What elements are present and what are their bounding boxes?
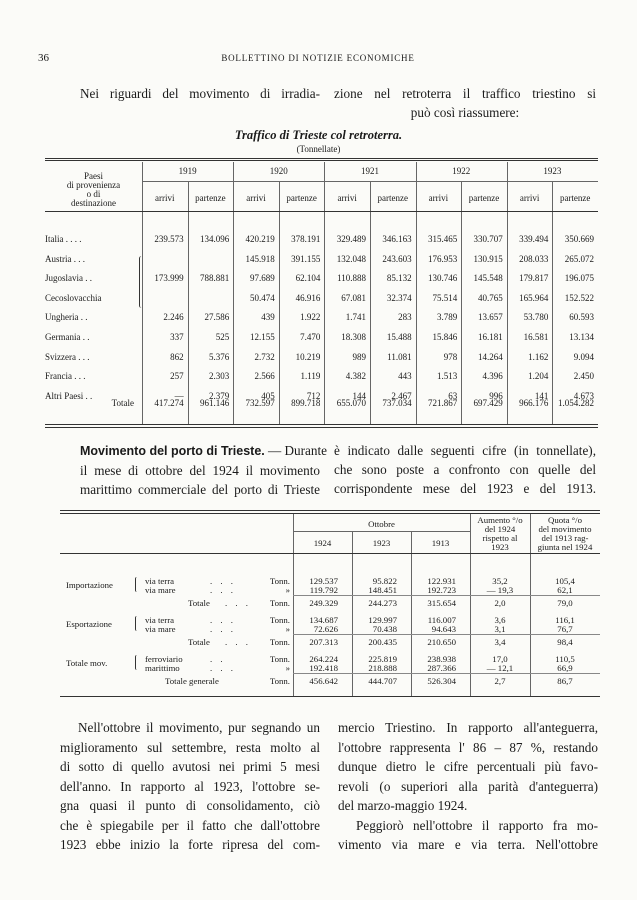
- table1-cell: 525: [215, 332, 230, 342]
- table1-cell: 420.219: [245, 234, 275, 244]
- table1-vrule: [552, 182, 553, 424]
- table1-cell: 179.817: [519, 273, 549, 284]
- table1-subheader: partenze: [195, 193, 226, 203]
- table1-total-cell: 655.070: [336, 398, 366, 408]
- section2-left-line: [80, 461, 320, 480]
- section2-left-text: il mese di ottobre del 1924 il movimento: [80, 463, 320, 478]
- table2-cell: 70.438: [372, 623, 397, 634]
- table1-cell: 2.450: [573, 371, 594, 382]
- table2-top-rule: [60, 510, 600, 511]
- table2-total-cell: 98,4: [557, 637, 573, 647]
- table1-cell: 67.081: [341, 292, 366, 303]
- table2-header-ottobre: Ottobre: [368, 519, 395, 529]
- table1-vrule: [461, 182, 462, 424]
- running-title: BOLLETTINO DI NOTIZIE ECONOMICHE: [221, 53, 415, 63]
- table1-year-rule: [142, 181, 598, 182]
- table1-cell: 7.470: [300, 332, 321, 342]
- table2-unit: Tonn.: [269, 615, 290, 625]
- table2-sub-label: via mare: [145, 623, 176, 634]
- table2-aumento-header: rispetto al: [482, 533, 518, 543]
- table1-total-cell: 966.176: [519, 398, 549, 408]
- table1-total-cell: 732.597: [245, 398, 275, 408]
- table2-unit: Tonn.: [269, 637, 290, 647]
- table2-group-label: Esportazione: [66, 619, 112, 629]
- table1-year-header: 1921: [360, 166, 379, 176]
- table2-cell: 17,0: [492, 654, 508, 664]
- table2-cell: 3,6: [494, 615, 506, 625]
- table1-cell: 1.513: [436, 371, 458, 382]
- table1-subheader: partenze: [468, 193, 500, 203]
- table1-cell: 5.376: [208, 351, 230, 362]
- table1-cell: 443: [398, 371, 412, 382]
- table1-cell: 283: [398, 312, 412, 323]
- table1-row-label: Ungheria . .: [45, 312, 88, 323]
- table1-cell: 132.048: [336, 253, 366, 264]
- table1-subheader: arrivi: [519, 193, 540, 203]
- table1-cell: 18.308: [341, 332, 366, 342]
- table1-cell: 134.096: [199, 234, 230, 244]
- closing-right: [338, 718, 598, 855]
- table1-cell: 208.033: [519, 253, 549, 264]
- table2-cell: 129.537: [309, 576, 338, 586]
- closing-right-line: Peggiorò nell'ottobre il rapporto fra mo-: [356, 817, 598, 833]
- table1-subheader: partenze: [559, 193, 591, 203]
- table2-dots: . . .: [225, 598, 251, 608]
- closing-left-line: che è spiegabile per il fatto che dall'ottobre: [60, 817, 320, 833]
- table1-cell: 329.489: [336, 234, 366, 244]
- closing-right-line: vimento via mare e via terra. Nell'ottobre: [338, 837, 598, 852]
- table1: [45, 162, 598, 430]
- table2-cell: 110,5: [555, 654, 575, 664]
- table1-cell: 10.219: [295, 351, 321, 362]
- table2-header-rule: [293, 531, 470, 532]
- table2-cell: 119.792: [309, 584, 338, 595]
- closing-left-line: Nell'ottobre il movimento, pur segnando un: [78, 720, 320, 735]
- table1-cell: 145.548: [473, 273, 503, 284]
- table2-total-cell: 526.304: [427, 676, 456, 686]
- table2-cell: 62,1: [557, 584, 573, 595]
- table1-top-rule: [45, 158, 598, 160]
- table1-row-label: Germania . .: [45, 332, 90, 342]
- table1-total-cell: 721.867: [427, 398, 458, 408]
- table1-total-cell: 417.274: [154, 398, 184, 408]
- table1-subheader: arrivi: [155, 193, 175, 203]
- table1-cell: 16.181: [478, 332, 503, 342]
- table1-cell: 439: [261, 312, 275, 323]
- table2-quota-header: Quota °/o: [547, 515, 583, 525]
- table1-cell: 996: [489, 390, 503, 401]
- intro-right-line1: zione nel retroterra il traffico triestino si: [334, 86, 596, 101]
- table1-row-label: Svizzera . . .: [45, 351, 90, 362]
- closing-right-line: mercio Triestino. In rapporto all'anteguerra,: [338, 720, 598, 735]
- table1-vrule: [370, 182, 371, 424]
- table2-sub-label: via mare: [145, 584, 176, 595]
- table2-cell: 95.822: [372, 576, 397, 586]
- table2-unit: »: [285, 623, 290, 634]
- table1-cell: 4.673: [573, 390, 594, 401]
- closing-left-line: di sotto di quello avutosi nei primi 5 mesi: [60, 759, 320, 774]
- table2-unit: Tonn.: [269, 576, 290, 586]
- table2-sub-label: marittimo: [145, 662, 180, 673]
- table2-cell: 129.997: [368, 615, 397, 625]
- table1-cell: 196.075: [564, 273, 594, 284]
- table1-cell: 243.603: [382, 253, 412, 264]
- table1-cell: 1.922: [300, 312, 321, 323]
- table1-cell: 11.081: [387, 351, 412, 362]
- table1-cell: 330.707: [473, 234, 503, 244]
- table1-row-label: Austria . . .: [45, 253, 85, 264]
- table2-total-cell: 200.435: [368, 637, 397, 647]
- table1-total-cell: 961.146: [199, 398, 230, 408]
- table1-total-cell: 1.054.282: [557, 398, 594, 408]
- table2-cell: — 19,3: [486, 584, 514, 595]
- table1-cell: 32.374: [386, 292, 412, 303]
- table2-total-cell: 210.650: [427, 637, 456, 647]
- table2-aumento-header: del 1924: [484, 524, 516, 534]
- page-header: [38, 52, 600, 66]
- table1-bottom-rule: [45, 427, 598, 428]
- table2-cell: 66,9: [557, 662, 573, 673]
- table2-cell: 148.451: [368, 584, 397, 595]
- table1-cell: 141: [534, 390, 549, 401]
- table2-dots: . . .: [225, 637, 251, 647]
- table1-cell: 13.134: [569, 332, 594, 342]
- table2-total-cell: 3,4: [494, 637, 506, 647]
- table1-cell: 788.881: [199, 273, 230, 284]
- table1-cell: 339.494: [519, 234, 549, 244]
- table2-brace: [135, 577, 139, 592]
- table2-cell: 238.938: [427, 654, 456, 664]
- table2-unit: »: [285, 662, 290, 673]
- section2-left-text: — Durante: [264, 443, 328, 458]
- table2-group-label: Importazione: [66, 580, 113, 590]
- table1-cell: 130.746: [427, 273, 458, 284]
- table1-cell: 173.999: [154, 273, 184, 284]
- table1-cell: 85.132: [386, 273, 412, 284]
- table1-cell: 2.467: [391, 390, 412, 401]
- table2-dots: . . .: [210, 576, 236, 586]
- section2-heading: Movimento del porto di Trieste.: [80, 444, 265, 458]
- closing-right-line: dunque dietro le cifre percentuali più favo-: [338, 759, 598, 774]
- table2-total-label: Totale: [188, 598, 210, 608]
- closing-left-line: miglioramento sul settembre, resta molto al: [60, 739, 320, 755]
- table1-year-header: 1920: [269, 166, 288, 176]
- closing-left-line: 1923 ebbe inizio la forte ripresa del com-: [60, 837, 320, 852]
- table2-total-cell: 315.654: [427, 598, 456, 608]
- table1-cell: 4.396: [482, 371, 503, 382]
- table1-row-label: Cecoslovacchia: [45, 292, 102, 303]
- table2-cell: 122.931: [427, 576, 456, 586]
- intro-right-line2: può così riassumere:: [410, 105, 520, 120]
- table2-header-bottom: [60, 553, 600, 554]
- table2-row-rule: [293, 595, 600, 596]
- table2-cell: 116.007: [427, 615, 456, 625]
- table2-total-label: Totale generale: [165, 676, 219, 686]
- table1-stub-header-line: destinazione: [71, 198, 116, 208]
- table1-cell: 337: [170, 332, 184, 342]
- table1-cell: 862: [170, 351, 184, 362]
- table1-row-label: Jugoslavia . .: [45, 273, 92, 284]
- table1-stub-header-line: o di: [86, 189, 101, 199]
- table1-total-label: Totale: [111, 398, 134, 408]
- table1-cell: 13.657: [478, 312, 503, 323]
- table1-year-header: 1919: [178, 166, 197, 176]
- section2-left-line: [80, 441, 328, 461]
- table2-cell: 134.687: [309, 615, 338, 625]
- table1-cell: 50.474: [250, 292, 275, 303]
- section2-right-line: corrispondente mese del 1923 e del 1913.: [334, 481, 596, 496]
- table2-year-header: 1924: [313, 538, 332, 548]
- table2-cell: — 12,1: [486, 662, 514, 673]
- table1-cell: 60.593: [569, 312, 594, 323]
- table1-cell: 27.586: [204, 312, 230, 323]
- table1-cell: 63: [448, 390, 458, 401]
- table1-cell: 165.964: [519, 292, 549, 303]
- table1-cell: 14.264: [478, 351, 503, 362]
- table1-cell: 176.953: [427, 253, 458, 264]
- table2-cell: 72.626: [313, 623, 338, 634]
- table2-total-cell: 79,0: [557, 598, 573, 608]
- table1-cell: 40.765: [478, 292, 503, 303]
- table1-cell: 9.094: [573, 351, 594, 362]
- intro-left: Nei riguardi del movimento di irradia-: [80, 86, 320, 101]
- table1-cell: 53.780: [523, 312, 549, 323]
- table2-total-cell: 244.273: [368, 598, 397, 608]
- table1-row-label: Italia . . . .: [45, 234, 82, 244]
- section2-right-line: è indicato dalle seguenti cifre (in tonnellate),: [334, 443, 596, 458]
- table1-cell: 12.155: [250, 332, 275, 342]
- table1-cell: 2.379: [208, 390, 230, 401]
- section2-right: [334, 441, 596, 498]
- table1-total-cell: 737.034: [382, 398, 412, 408]
- table2-aumento-header: Aumento °/o: [477, 515, 523, 525]
- closing-right-line: del marzo-maggio 1924.: [338, 798, 468, 813]
- table2-cell: 105,4: [555, 576, 575, 586]
- table2-year-header: 1923: [372, 538, 391, 548]
- table2-sub-label: via terra: [145, 615, 175, 625]
- table1-unit: (Tonnellate): [296, 144, 341, 154]
- table1-cell: 346.163: [382, 234, 412, 244]
- table1-cell: 62.104: [295, 273, 321, 284]
- table1-cell: 978: [443, 351, 458, 362]
- table1-cell: 130.915: [473, 253, 503, 264]
- table1-year-header: 1922: [452, 166, 471, 176]
- table2-unit: Tonn.: [269, 654, 290, 664]
- table2-top-rule: [60, 513, 600, 514]
- table2-sub-label: via terra: [145, 576, 175, 586]
- table2-bottom-rule: [60, 696, 600, 697]
- table1-title: Traffico di Trieste col retroterra.: [234, 128, 403, 142]
- table1-total-cell: 697.429: [473, 398, 503, 408]
- table1-cell: 405: [261, 390, 275, 401]
- table1-cell: 16.581: [523, 332, 549, 342]
- table1-vrule: [188, 182, 189, 424]
- table1-total-cell: 899.718: [291, 398, 321, 408]
- table2-cell: 116,1: [555, 615, 575, 625]
- closing-right-line: l'ottobre rappresenta l' 86 – 87 %, restando: [338, 739, 598, 755]
- table2-sub-label: ferroviario: [145, 654, 183, 664]
- table2-dots: . . .: [210, 615, 236, 625]
- table1-cell: 97.689: [250, 273, 275, 284]
- closing-left: [60, 718, 320, 855]
- table1-cell: 378.191: [291, 234, 321, 244]
- table2-unit: Tonn.: [269, 676, 290, 686]
- table1-stub-header-line: Paesi: [84, 171, 103, 181]
- table2-cell: 218.888: [368, 662, 397, 673]
- closing-left-line: gna quasi il punto di consolidamento, ciò: [60, 798, 320, 813]
- table1-row-label: Altri Paesi . .: [45, 390, 93, 401]
- table1-bottom-rule: [45, 424, 598, 425]
- table2-quota-header: giunta nel 1924: [537, 542, 593, 552]
- table1-cell: 2.303: [208, 371, 230, 382]
- section2-left-line: [80, 480, 320, 499]
- table2-total-cell: 444.707: [368, 676, 397, 686]
- table2-total-cell: 86,7: [557, 676, 573, 686]
- closing-left-line: dell'anno. In rapporto al 1923, l'ottobre se-: [60, 778, 320, 794]
- table1-cell: 350.669: [564, 234, 594, 244]
- table1-row-label: Francia . . .: [45, 371, 86, 382]
- section2-left-text: marittimo commerciale del porto di Trieste: [80, 482, 320, 497]
- closing-right-line: revoli (o superiori alla parità d'anteguerra): [338, 778, 598, 794]
- table1-cell: 2.246: [163, 312, 184, 323]
- table1-cell: 3.789: [436, 312, 458, 323]
- table1-vrule: [279, 182, 280, 424]
- table1-cell: 75.514: [432, 292, 458, 303]
- table2-quota-header: del movimento: [538, 524, 592, 534]
- table2-brace: [135, 616, 139, 631]
- table2-total-cell: 207.313: [309, 637, 338, 647]
- table1-cell: 15.846: [432, 332, 458, 342]
- table1-header-rule: [45, 211, 598, 212]
- table1-cell: 145.918: [245, 253, 275, 264]
- page-number: 36: [38, 52, 49, 64]
- table2-cell: 192.418: [309, 662, 338, 673]
- table2-brace: [135, 655, 139, 670]
- table2-cell: 287.366: [427, 662, 456, 673]
- table2-cell: 192.723: [427, 584, 456, 595]
- table1-cell: 1.741: [345, 312, 366, 323]
- table1-cell: 315.465: [427, 234, 458, 244]
- table1-subheader: arrivi: [428, 193, 449, 203]
- table2-year-header: 1913: [431, 538, 450, 548]
- table1-cell: 257: [170, 371, 184, 382]
- table2-row-rule: [293, 634, 600, 635]
- table2-cell: 94.643: [431, 623, 456, 634]
- table2-dots: . . .: [210, 662, 236, 673]
- table1-cell: 391.155: [291, 253, 321, 264]
- table1-subheader: partenze: [377, 193, 409, 203]
- table1-year-header: 1923: [543, 166, 562, 176]
- section2-left: [80, 441, 328, 499]
- table1-cell: 152.522: [564, 292, 594, 303]
- table2-cell: 264.224: [309, 654, 338, 664]
- table2-cell: 225.819: [368, 654, 397, 664]
- table2-total-cell: 2,7: [494, 676, 506, 686]
- table2-unit: Tonn.: [269, 598, 290, 608]
- table1-subheader: arrivi: [337, 193, 357, 203]
- table2-total-cell: 456.642: [309, 676, 338, 686]
- table2-unit: »: [285, 584, 290, 595]
- table1-cell: 239.573: [154, 234, 184, 244]
- table2-quota-header: del 1913 rag-: [541, 533, 589, 543]
- table2-aumento-header: 1923: [491, 542, 509, 552]
- table1-cell: 4.382: [345, 371, 366, 382]
- table2-total-cell: 2,0: [494, 598, 506, 608]
- section2-right-line: che sono poste a confronto con quelle del: [334, 462, 596, 477]
- table1-cell: 1.204: [528, 371, 549, 382]
- table2-cell: 3,1: [494, 623, 506, 634]
- table1-subheader: arrivi: [246, 193, 266, 203]
- table1-cell: —: [174, 390, 184, 401]
- table2-total-cell: 249.329: [309, 598, 338, 608]
- table1-cell: 15.488: [386, 332, 412, 342]
- table1-cell: 712: [306, 390, 321, 401]
- table2-total-label: Totale: [188, 637, 210, 647]
- table1-stub-header-line: di provenienza: [66, 180, 121, 190]
- table2-dots: . . .: [210, 584, 236, 595]
- table2-dots: . .: [210, 654, 226, 664]
- table1-cell: 265.072: [564, 253, 594, 264]
- table2-row-rule: [293, 673, 600, 674]
- table2-dots: . . .: [210, 623, 236, 634]
- table1-cell: 1.162: [528, 351, 549, 362]
- table2: [60, 510, 600, 700]
- table1-cell: 989: [352, 351, 366, 362]
- table1-cell: 2.566: [254, 371, 275, 382]
- table1-cell: 144: [352, 390, 366, 401]
- table1-subheader: partenze: [286, 193, 317, 203]
- table2-cell: 35,2: [492, 576, 508, 586]
- table2-cell: 76,7: [557, 623, 573, 634]
- table2-group-label: Totale mov.: [66, 658, 108, 668]
- table1-cell: 1.119: [300, 371, 321, 382]
- table1-brace: [139, 256, 144, 309]
- table1-cell: 110.888: [337, 273, 366, 284]
- table1-cell: 46.916: [295, 292, 321, 303]
- table1-cell: 2.732: [254, 351, 275, 362]
